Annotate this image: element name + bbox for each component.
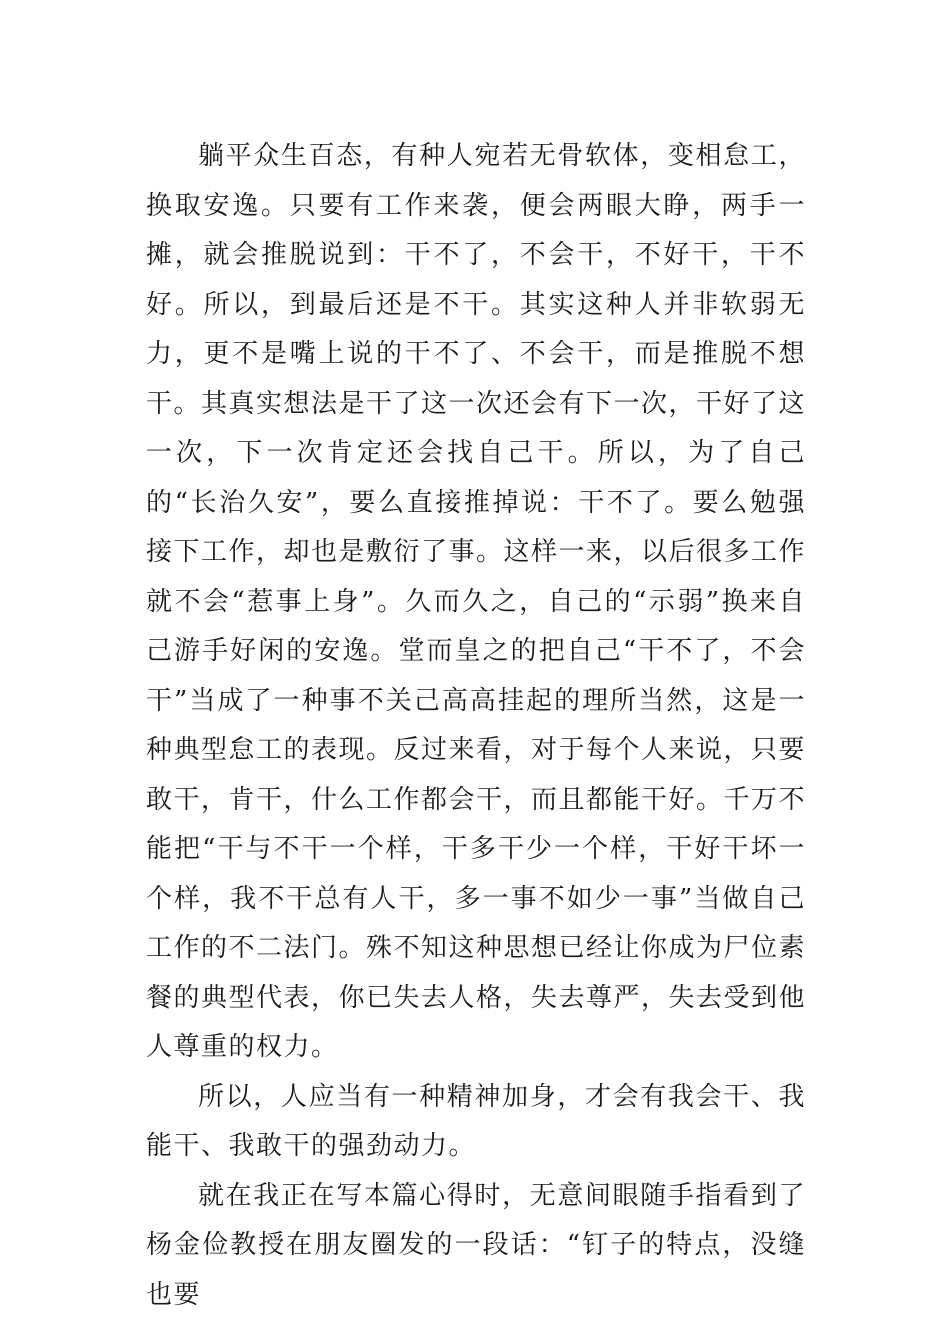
paragraph-3: 就在我正在写本篇心得时，无意间眼随手指看到了杨金俭教授在朋友圈发的一段话：“钉子的特点，没缝也要	[146, 1180, 806, 1310]
document-body	[146, 132, 806, 1320]
paragraph-1: 躺平众生百态，有种人宛若无骨软体，变相怠工，换取安逸。只要有工作来袭，便会两眼大睁，两手一摊，就会推脱说到：干不了，不会干，不好干，干不好。所以，到最后还是不干。其实这种人并非软弱无力，更不是嘴上说的干不了、不会干，而是推脱不想干。其真实想法是干了这一次还会有下一次，干好了这一次，下一次肯定还会找自己干。所以，为了自己的“长治久安”，要么直接推掉说：干不了。要么勉强接下工作，却也是敷衍了事。这样一来，以后很多工作就不会“惹事上身”。久而久之，自己的“示弱”换来自己游手好闲的安逸。堂而皇之的把自己“干不了，不会干”当成了一种事不关己高高挂起的理所当然，这是一种典型怠工的表现。反过来看，对于每个人来说，只要敢干，肯干，什么工作都会干，而且都能干好。千万不能把“干与不干一个样，干多干少一个样，干好干坏一个样，我不干总有人干，多一事不如少一事”当做自己工作的不二法门。殊不知这种思想已经让你成为尸位素餐的典型代表，你已失去人格，失去尊严，失去受到他人尊重的权力。	[146, 141, 807, 1062]
paragraph-2: 所以，人应当有一种精神加身，才会有我会干、我能干、我敢干的强劲动力。	[146, 1081, 806, 1161]
